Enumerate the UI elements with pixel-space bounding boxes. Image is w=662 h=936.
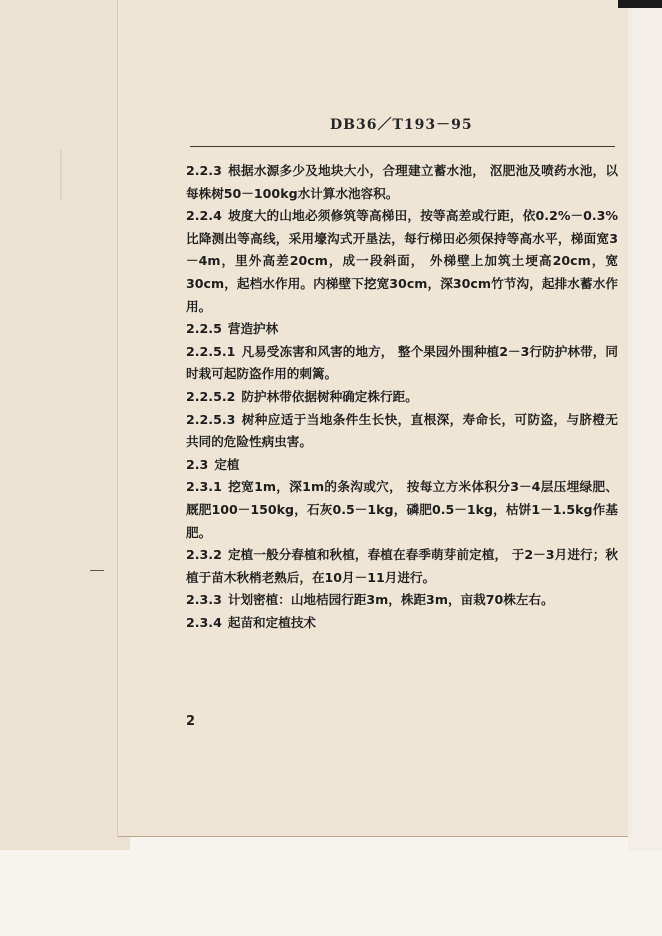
clause-number: 2.3.4 [186,614,222,630]
paragraph [186,318,618,341]
clause-text: 定植一般分春植和秋植，春植在春季萌芽前定植， 于2－3月进行；秋植于苗木秋梢老熟后，在10月－11月进行。 [186,547,618,585]
paragraph [186,341,618,386]
clause-text: 根据水源多少及地块大小，合理建立蓄水池， 沤肥池及喷药水池，以每株树50－100kg水计算水池容积。 [186,163,618,201]
paragraph [186,205,618,318]
clause-number: 2.2.4 [186,208,222,224]
paragraph [186,544,618,589]
paragraph [186,589,618,612]
document-body [186,160,618,634]
clause-text: 计划密植：山地桔园行距3m，株距3m，亩栽70株左右。 [227,592,554,608]
clause-text: 挖宽1m，深1m的条沟或穴， 按每立方米体积分3－4层压埋绿肥、厩肥100－150kg，石灰0.5－1kg，磷肥0.5－1kg，枯饼1－1.5kg作基肥。 [186,479,618,540]
clause-text: 定植 [214,456,240,472]
underlying-page [0,0,130,850]
clause-number: 2.3.1 [186,479,222,495]
clause-number: 2.3 [186,456,209,472]
paragraph [186,386,618,409]
paragraph [186,476,618,544]
paragraph [186,454,618,477]
page-right-margin [628,0,662,850]
clause-text: 坡度大的山地必须修筑等高梯田，按等高差或行距，依0.2%－0.3%比降测出等高线，采用壕沟式开垦法，每行梯田必须保持等高水平，梯面宽3－4m，里外高差20cm，成一段斜面， 外梯壁上加筑土埂高20cm，宽30cm，起档水作用。内梯壁下挖宽30cm，深30cm竹节沟，起排水蓄水作用。 [186,208,618,314]
clause-text: 树种应适于当地条件生长快，直根深，寿命长，可防盗，与脐橙无共同的危险性病虫害。 [186,411,618,450]
scan-edge-shadow [618,0,662,8]
clause-number: 2.3.3 [186,592,222,608]
paragraph [186,409,618,454]
clause-text: 起苗和定植技术 [227,614,317,630]
underlying-page-marks [60,150,92,200]
header-rule [190,146,615,147]
clause-number: 2.2.3 [186,163,222,178]
clause-number: 2.2.5.2 [186,388,236,404]
clause-number: 2.2.5 [186,321,222,337]
clause-text: 凡易受冻害和风害的地方， 整个果园外围种植2－3行防护林带，同时栽可起防盗作用的刺篱。 [186,343,618,382]
clause-number: 2.2.5.3 [186,411,236,427]
page-number: 2 [186,714,196,729]
clause-number: 2.2.5.1 [186,343,236,359]
clause-number: 2.3.2 [186,547,222,563]
margin-mark [90,570,104,571]
paragraph [186,160,618,205]
clause-text: 营造护林 [227,321,279,337]
document-code: DB36／T193－95 [330,117,473,133]
paragraph [186,612,618,635]
clause-text: 防护林带依据树种确定株行距。 [241,388,418,404]
